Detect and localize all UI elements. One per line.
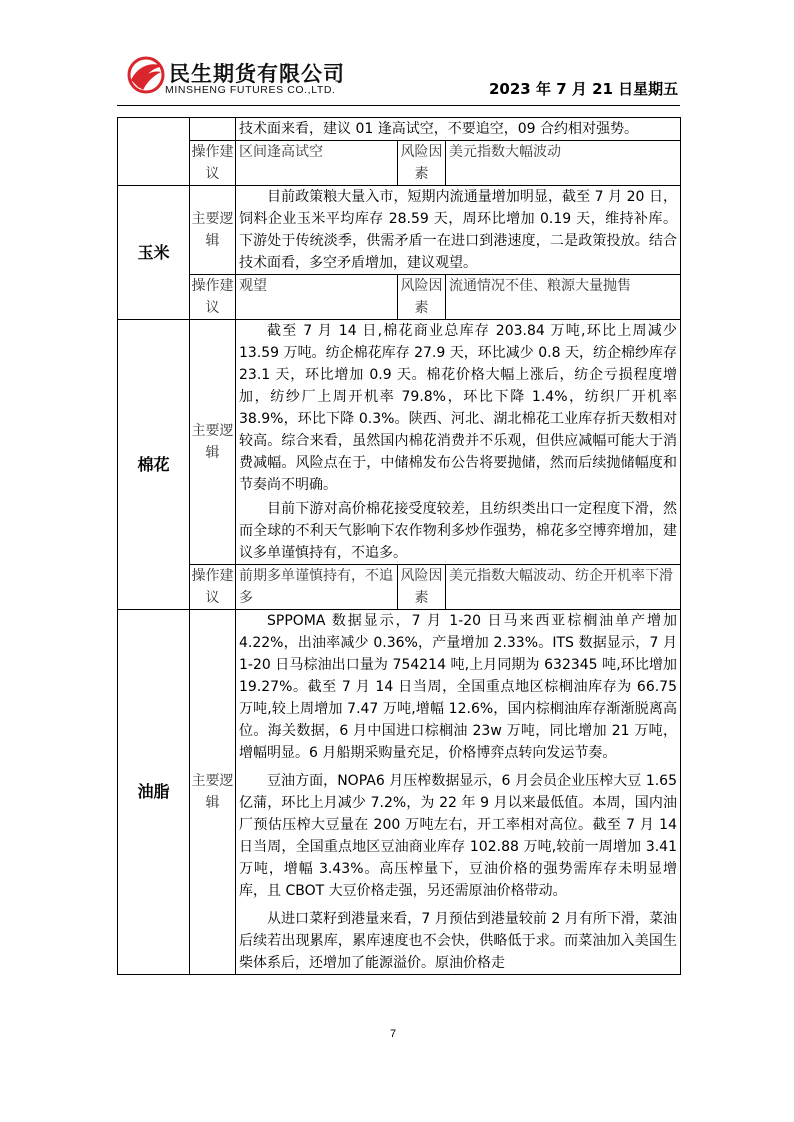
cotton-paragraph-2: 目前下游对高价棉花接受度较差，且纺织类出口一定程度下滑，然而全球的不利天气影响下农作物利多炒作强势，棉花多空博弈增加，建议多单谨慎持有，不追多。 [239,501,677,561]
corn-logic-row [118,186,681,275]
cotton-op-value: 前期多单谨慎持有，不追多 [236,565,398,610]
report-date: 2023 年 7 月 21 日星期五 [489,80,679,98]
op-advice-label: 操作建议 [190,141,236,186]
cotton-logic-label: 主要逻辑 [190,320,236,565]
oil-logic-row [118,610,681,975]
oil-category: 油脂 [118,610,190,975]
oil-logic-label: 主要逻辑 [190,610,236,975]
cotton-logic-text [236,320,681,565]
op-advice-value: 区间逢高试空 [236,141,398,186]
page-number: 7 [390,1028,397,1040]
oil-paragraph-1: SPPOMA 数据显示，7 月 1-20 日马来西亚棕榈油单产增加 4.22%，出油率减少 0.36%，产量增加 2.33%。ITS 数据显示，7 月 1-20 日马棕油出口量为 754214 吨,上月同期为 632345 吨,环比增加 19.27%。截至 7 月 14 日当周，全国重点地区棕榈油库存为 66.75 万吨,较上周增加 7.47 万吨,增幅 12.6%，国内棕榈油库存渐渐脱离高位。海关数据，6 月中国进口棕榈油 23w 万吨，同比增加 21 万吨，增幅明显。6 月船期采购量充足，价格博弈点转向发运节奏。 [239,613,677,761]
continuation-row [118,118,681,141]
cotton-risk-value: 美元指数大幅波动、纺企开机率下滑 [446,565,681,610]
risk-value: 美元指数大幅波动 [446,141,681,186]
corn-logic-label: 主要逻辑 [190,186,236,275]
corn-category: 玉米 [118,186,190,320]
analysis-table [117,117,681,975]
company-name-cn: 民生期货有限公司 [169,62,345,86]
company-name-en: MINSHENG FUTURES CO.,LTD. [165,84,336,96]
continuation-text: 技术面来看，建议 01 逢高试空，不要追空，09 合约相对强势。 [236,118,681,141]
cotton-category: 棉花 [118,320,190,610]
top-op-row [118,141,681,186]
continuation-label-cell [190,118,236,141]
company-logo [125,52,365,102]
cotton-op-row [118,565,681,610]
cotton-paragraph-1: 截至 7 月 14 日,棉花商业总库存 203.84 万吨,环比上周减少 13.59 万吨。纺企棉花库存 27.9 天，环比减少 0.8 天，纺企棉纱库存 23.1 天，环比增加 0.9 天。棉花价格大幅上涨后，纺企亏损程度增加，纺纱厂上周开机率 79.8%，环比下降 1.4%，纺织厂开机率 38.9%，环比下降 0.3%。陕西、河北、湖北棉花工业库存折天数相对较高。综合来看，虽然国内棉花消费并不乐观，但供应减幅可能大于消费减幅。风险点在于，中储棉发布公告将要抛储，然而后续抛储幅度和节奏尚不明确。 [239,323,677,493]
cotton-op-label: 操作建议 [190,565,236,610]
corn-risk-value: 流通情况不佳、粮源大量抛售 [446,275,681,320]
minsheng-logo-icon [125,54,167,96]
continuation-category-cell [118,118,190,186]
corn-risk-label: 风险因素 [398,275,446,320]
cotton-risk-label: 风险因素 [398,565,446,610]
cotton-logic-row [118,320,681,565]
header-divider [117,105,680,106]
corn-op-value: 观望 [236,275,398,320]
oil-paragraph-2: 豆油方面，NOPA6 月压榨数据显示，6 月会员企业压榨大豆 1.65 亿蒲，环比上月减少 7.2%，为 22 年 9 月以来最低值。本周，国内油厂预估压榨大豆量在 200 万吨左右，开工率相对高位。截至 7 月 14 日当周，全国重点地区豆油商业库存 102.88 万吨,较前一周增加 3.41 万吨，增幅 3.43%。高压榨量下，豆油价格的强势需库存未明显增库，且 CBOT 大豆价格走强，另还需原油价格带动。 [239,773,677,899]
risk-label: 风险因素 [398,141,446,186]
corn-logic-text [236,186,681,275]
corn-op-row [118,275,681,320]
corn-logic-paragraph: 目前政策粮大量入市，短期内流通量增加明显，截至 7 月 20 日，饲料企业玉米平均库存 28.59 天，周环比增加 0.19 天，维持补库。下游处于传统淡季，供需矛盾一在进口到港速度，二是政策投放。结合技术面看，多空矛盾增加，建议观望。 [239,189,677,271]
corn-op-label: 操作建议 [190,275,236,320]
oil-logic-text [236,610,681,975]
oil-paragraph-3: 从进口菜籽到港量来看，7 月预估到港量较前 2 月有所下滑，菜油后续若出现累库，累库速度也不会快，供略低于求。而菜油加入美国生柴体系后，还增加了能源溢价。原油价格走 [239,911,677,971]
